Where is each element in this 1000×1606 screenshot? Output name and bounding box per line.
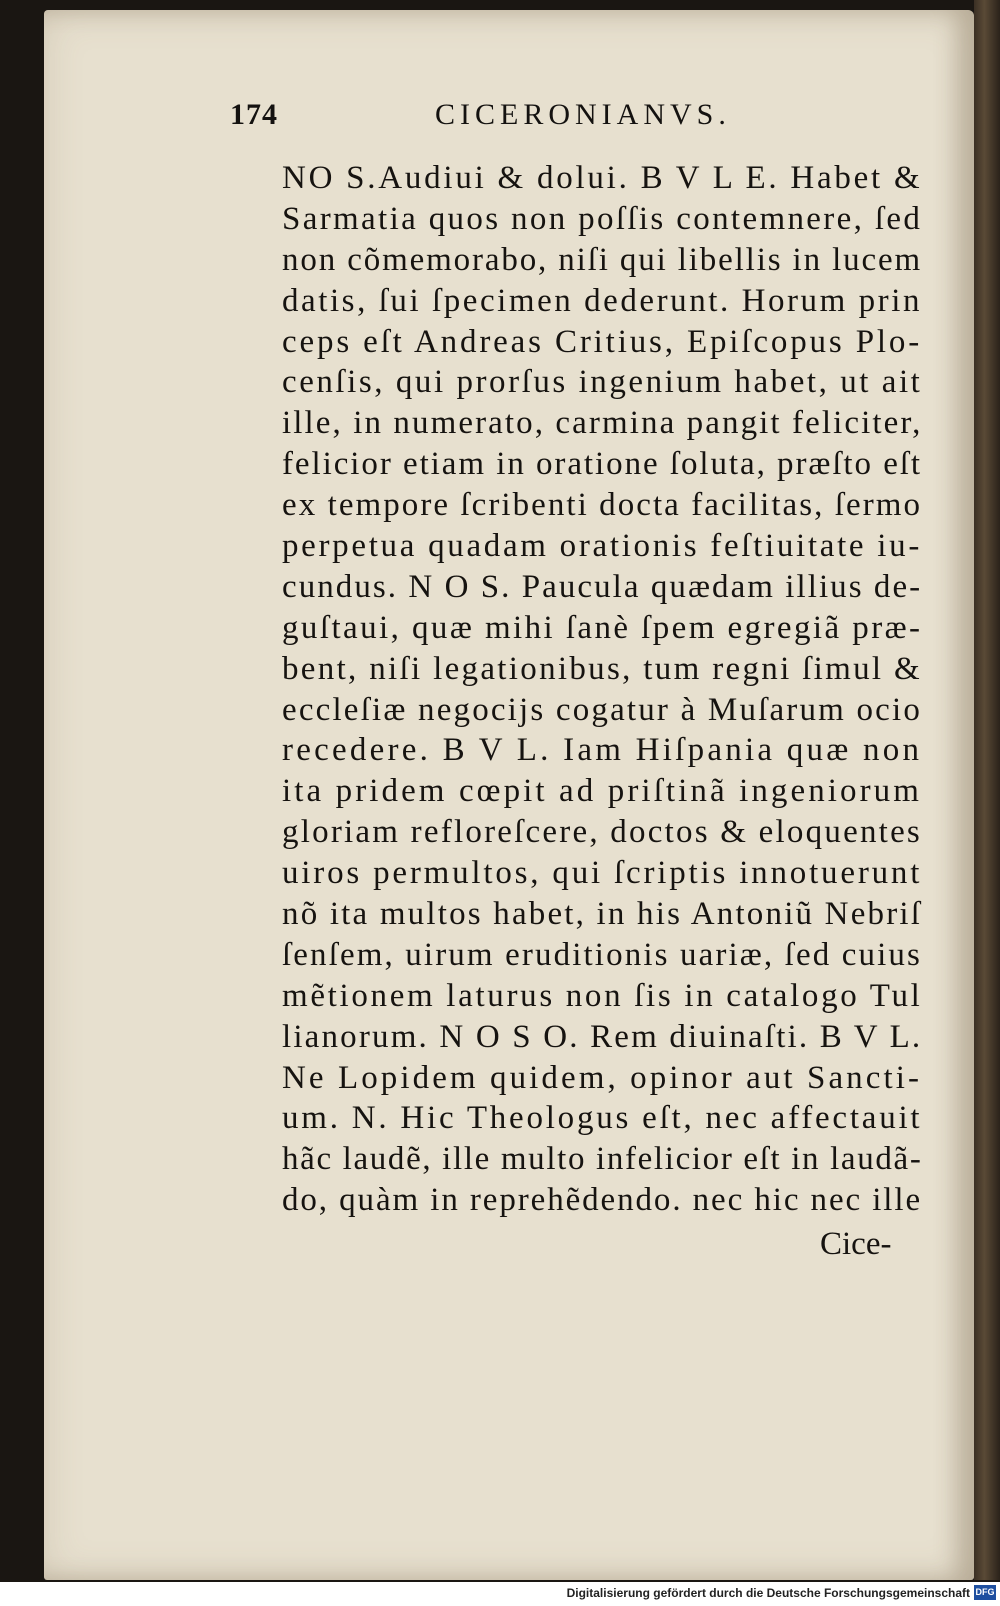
funding-credit: Digitalisierung gefördert durch die Deutsche Forschungsgemeinschaft [566,1586,970,1600]
text-line: ſenſem, uirum eruditionis uariæ, ſed cuius [282,936,922,973]
text-line: ita pridem cœpit ad priſtinã ingeniorum [282,773,922,810]
text-line: perpetua quadam orationis feſtiuitate iu- [282,528,922,565]
footer-bar [0,1582,1000,1606]
text-line: lianorum. N O S O. Rem diuinaſti. B V L. [282,1018,923,1055]
dfg-logo: DFG [974,1585,996,1600]
page-number: 174 [230,98,278,131]
text-line: guſtaui, quæ mihi ſanè ſpem egregiã præ- [282,609,923,646]
text-line: ceps eſt Andreas Critius, Epiſcopus Plo- [282,323,923,360]
text-line: uiros permultos, qui ſcriptis innotuerunt [282,855,923,892]
running-head: CICERONIANVS. [435,98,731,131]
text-line: mẽtionem laturus non ſis in catalogo Tul [282,977,923,1014]
text-line: gloriam refloreſcere, doctos & eloquentes [282,814,922,851]
text-line: recedere. B V L. Iam Hiſpania quæ non [282,732,923,769]
book-edge [974,0,1000,1580]
text-line: do, quàm in reprehẽdendo. nec hic nec ille [282,1182,922,1219]
text-line: hãc laudẽ, ille multo infelicior eſt in laudã- [282,1141,923,1178]
text-line: NO S.Audiui & dolui. B V L E. Habet & [282,160,923,196]
text-line: cenſis, qui prorſus ingenium habet, ut ait [282,364,923,401]
text-line: datis, ſui ſpecimen dederunt. Horum prin [282,282,922,319]
text-line: bent, niſi legationibus, tum regni ſimul & [282,650,922,687]
text-line: ex tempore ſcribenti docta facilitas, ſermo [282,487,922,524]
body-text [282,158,922,1221]
text-line: Ne Lopidem quidem, opinor aut Sancti- [282,1059,923,1096]
text-line: Sarmatia quos non poſſis contemnere, ſed [282,200,923,237]
text-line: eccleſiæ negocijs cogatur à Muſarum ocio [282,691,922,728]
text-line: felicior etiam in oratione ſoluta, præſto eſt [282,446,922,483]
text-line: ille, in numerato, carmina pangit feliciter, [282,405,923,442]
text-line: non cõmemorabo, niſi qui libellis in lucem [282,241,922,278]
text-line: um. N. Hic Theologus eſt, nec affectauit [282,1100,923,1137]
text-line: nõ ita multos habet, in his Antoniũ Nebriſ [282,896,923,933]
page-header [230,98,810,142]
catchword: Cice- [820,1226,892,1262]
text-line: cundus. N O S. Paucula quædam illius de- [282,568,923,605]
